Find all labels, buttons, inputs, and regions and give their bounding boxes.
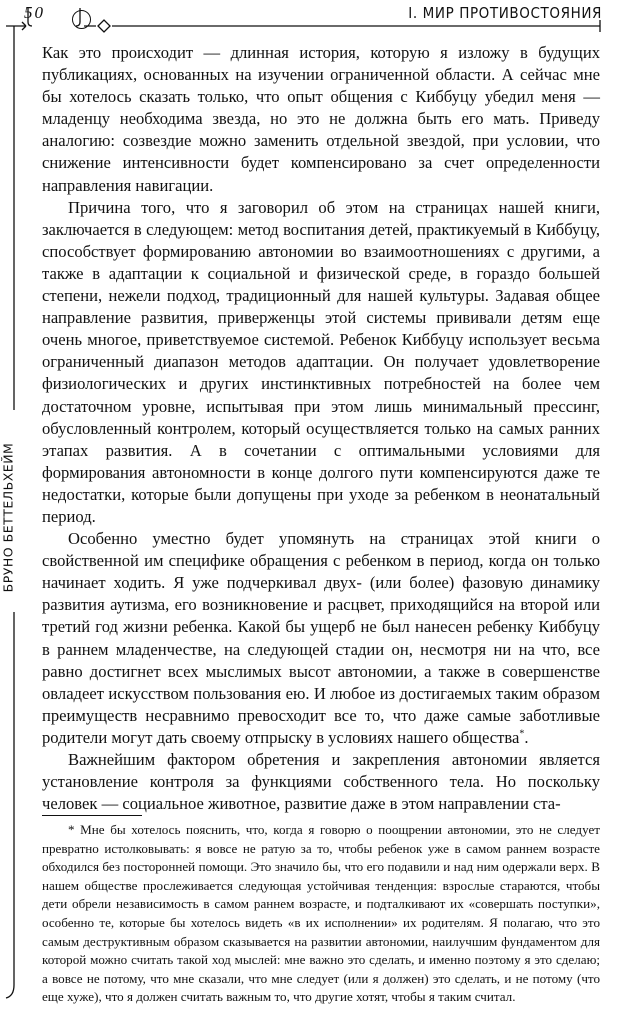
main-text: [42, 42, 600, 815]
page-number: [24, 3, 45, 23]
paragraph-1: Как это происходит — длинная история, которую я изложу в будущих публикациях, основанных на изучении ограниченной области. А сейчас мне бы хотелось сказать только, что опыт общения с Киббуцу убедил меня — младенцу необходима звезда, но это не должна быть его мать. Приведу аналогию: созвездие можно заменить отдельной звездой, при условии, что снижение интенсивности будет компенсировано за счет определенности направления навигации.: [42, 43, 600, 195]
paragraph-3-text: Особенно уместно будет упомянуть на страницах этой книги о свойственной им специфике обращения с ребенком в период, когда он только начинает ходить. Я уже подчеркивал двух- (или более) фазовую динамику развития аутизма, его возникновение и расцвет, приходящийся на второй или третий год жизни ребенка. Какой бы ущерб не был нанесен ребенку Киббуцу в раннем младенчестве, на следующей стадии он, несмотря ни на что, все равно достигнет всех мыслимых высот автономии, а также в совершенстве овладеет искусством пользования ею. И любое из достигаемых таким образом преимуществ несравнимо превосходит все то, что даже самые заботливые родители могут дать своему отпрыску в условиях нашего общества: [42, 529, 600, 747]
footnote: * Мне бы хотелось пояснить, что, когда я говорю о поощрении автономии, это не следует превратно истолковывать: я вовсе не ратую за то, чтобы ребенок уже в самом раннем возрасте обходился без посторонней помощи. Это значило бы, что его подавили и над ним одержали верх. В нашем обществе прослеживается следующая устойчивая тенденция: взрослые стараются, чтобы дети обрели независимость в самом раннем возрасте, и подталкивают их «совершать поступки», особенно те, которые бы хотелось видеть «в их исполнении» их родителям. Я полагаю, что это самым деструктивным образом сказывается на развитии автономии, наилучшим фундаментом для которой можно считать такой ход мыслей: мне важно это сделать, и именно поэтому я это сделаю; а вовсе не потому, что мне сказали, что мне следует (или я должен) это сделать, и не потому (что еще хуже), что я должен считать важным то, что другие хотят, чтобы я таким считал.: [42, 822, 600, 1005]
paragraph-4: Важнейшим фактором обретения и закрепления автономии является установление контроля за функциями собственного тела. Но поскольку человек — социальное животное, развитие даже в этом направлении ста-: [42, 750, 600, 814]
page-number-circle: [72, 10, 91, 29]
running-title: I. МИР ПРОТИВОСТОЯНИЯ: [408, 4, 602, 22]
footnote-marker: *: [519, 728, 525, 740]
side-author-name: БРУНО БЕТТЕЛЬХЕЙМ: [0, 442, 16, 593]
paragraph-3: Особенно уместно будет упомянуть на страницах этой книги о свойственной им специфике обращения с ребенком в период, когда он только начинает ходить. Я уже подчеркивал двух- (или более) фазовую динамику развития аутизма, его возникновение и расцвет, приходящийся на второй или третий год жизни ребенка. Какой бы ущерб не был нанесен ребенку Киббуцу в раннем младенчестве, на следующей стадии он, несмотря ни на что, все равно достигнет всех мыслимых высот автономии, а также в совершенстве овладеет искусством пользования ею. И любое из достигаемых таким образом преимуществ несравнимо превосходит все то, что даже самые заботливые родители могут дать своему отпрыску в условиях нашего общества*.: [42, 529, 600, 747]
footnote-divider: [42, 815, 142, 816]
paragraph-2: Причина того, что я заговорил об этом на страницах нашей книги, заключается в следующем: метод воспитания детей, практикуемый в Киббуцу, способствует формированию автономии во взаимоотношениях с другими, а также в адаптации к социальной и физической среде, в гораздо большей степени, нежели подход, традиционный для нашей культуры. Задавая общее направление развития, приверженцы этой системы прививали детям еще очень многое, приветствуемое системой. Ребенок Киббуцу использует весьма ограниченный диапазон методов адаптации. Он получает удовлетворение физиологических и других инстинктивных потребностей на более чем достаточном уровне, испытывая при этом лишь минимальный прессинг, обусловленный контролем, который осуществляется только на самых ранних этапах развития. А в сочетании с оптимальными условиями для формирования автономности в конце долгого пути компенсируются даже те недостатки, которые были допущены при уходе за ребенком в неонатальный период.: [42, 197, 600, 526]
page-number-text: 50: [24, 3, 45, 22]
